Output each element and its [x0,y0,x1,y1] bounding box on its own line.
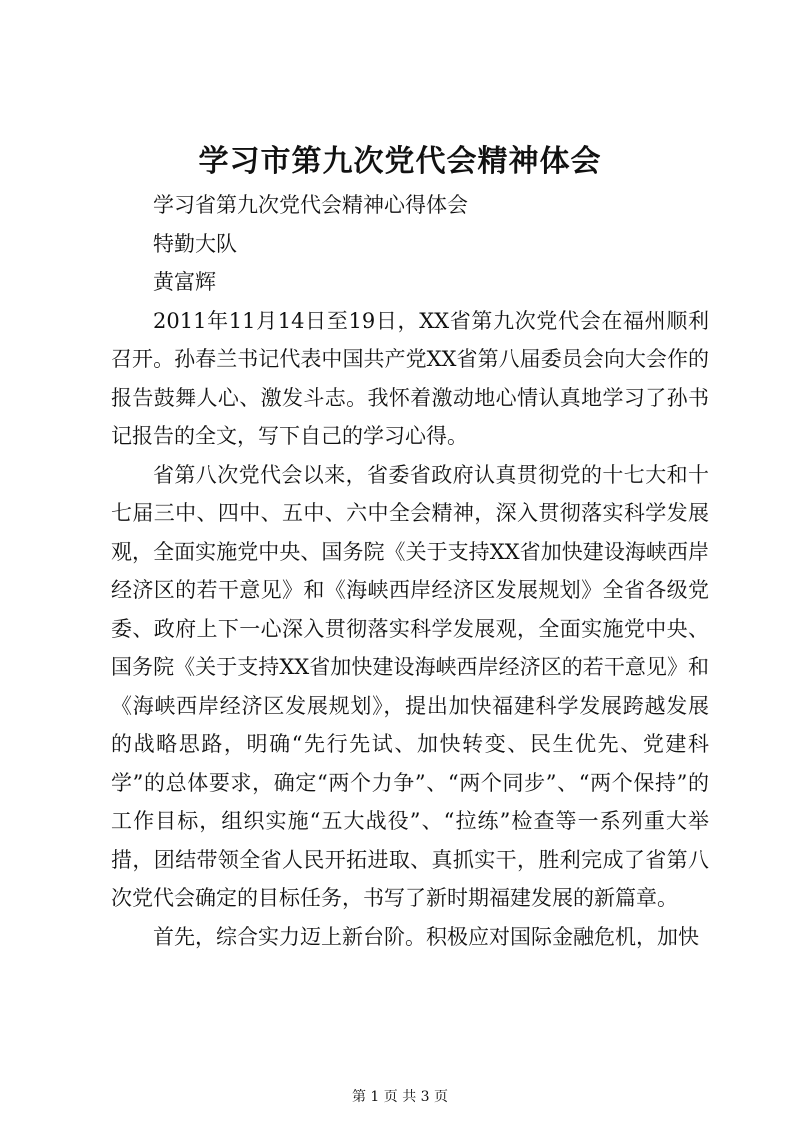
document-title: 学习市第九次党代会精神体会 [198,144,602,179]
unit-line: 特勤大队 [153,231,237,256]
paragraph-2: 省第八次党代会以来，省委省政府认真贯彻党的十七大和十七届三中、四中、五中、六中全会精神，深入贯彻落实科学发展观，全面实施党中央、国务院《关于支持XX省加快建设海峡西岸经济区的若干意见》和《海峡西岸经济区发展规划》全省各级党委、政府上下一心深入贯彻落实科学发展观，全面实施党中央、国务院《关于支持XX省加快建设海峡西岸经济区的若干意见》和《海峡西岸经济区发展规划》，提出加快福建科学发展跨越发展的战略思路，明确“先行先试、加快转变、民生优先、党建科学”的总体要求，确定“两个力争”、“两个同步”、“两个保持”的工作目标，组织实施“五大战役”、“拉练”检查等一系列重大举措，团结带领全省人民开拓进取、真抓实干，胜利完成了省第八次党代会确定的目标任务，书写了新时期福建发展的新篇章。 [111,462,709,910]
paragraph-1: 2011年11月14日至19日，XX省第九次党代会在福州顺利召开。孙春兰书记代表中国共产党XX省第八届委员会向大会作的报告鼓舞人心、激发斗志。我怀着激动地心情认真地学习了孙书记报告的全文，写下自己的学习心得。 [111,308,709,448]
document-body [111,186,709,956]
subtitle-line: 学习省第九次党代会精神心得体会 [153,193,468,217]
page-number-footer: 第 1 页 共 3 页 [351,1089,449,1105]
author-line: 黄富辉 [153,270,216,294]
paragraph-3: 首先，综合实力迈上新台阶。积极应对国际金融危机，加快 [153,924,699,949]
